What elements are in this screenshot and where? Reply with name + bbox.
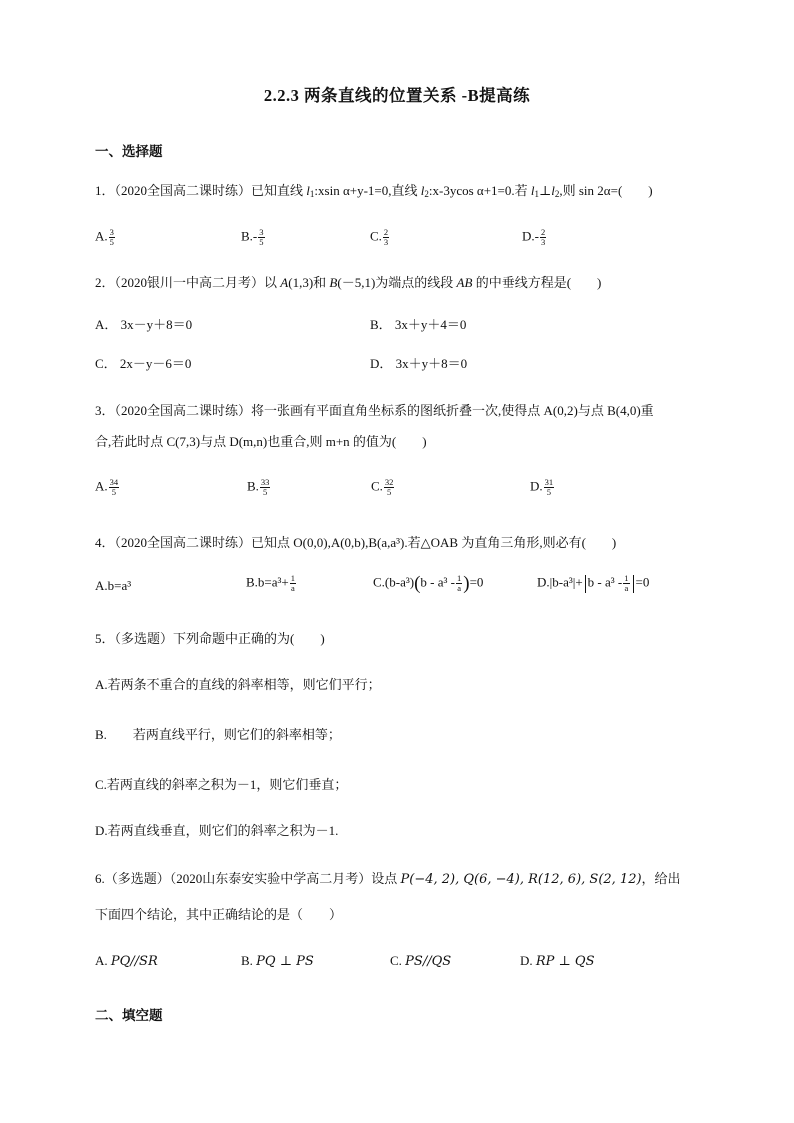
question-3-line-2: 合,若此时点 C(7,3)与点 D(m,n)也重合,则 m+n 的值为( ) xyxy=(95,434,427,449)
q1-option-c[interactable]: C. $\frac{2}{3}$ xyxy=(370,227,389,247)
q5-option-c[interactable]: C.若两直线的斜率之积为－1，则它们垂直； xyxy=(95,777,348,792)
q6-option-a[interactable]: A. PQ//SR xyxy=(95,953,158,969)
question-3-line-1: 3．（2020全国高二课时练）将一张画有平面直角坐标系的图纸折叠一次,使得点 A(0,2)与点 B(4,0)重 xyxy=(95,403,654,418)
question-6-line-2: 下面四个结论，其中正确结论的是（ ） xyxy=(95,907,343,922)
q6-option-d[interactable]: D. RP ⊥ QS xyxy=(520,953,595,969)
q6-option-b[interactable]: B. PQ ⊥ PS xyxy=(241,953,314,969)
q3-option-c[interactable]: C. $\frac{32}{5}$ xyxy=(371,477,394,497)
question-6-line-1: 6.（多选题）（2020山东泰安实验中学高二月考）设点 P(−4, 2), Q(6, −4), R(12, 6), S(2, 12)，给出 xyxy=(95,871,681,887)
q4-option-b[interactable]: B.b=a³+ $\frac{1}{a}$ xyxy=(246,573,296,593)
q4-option-c[interactable]: C.(b-a³)(b - a³ - $\frac{1}{a}$ )=0 xyxy=(373,573,484,594)
section-heading-choice: 一、选择题 xyxy=(95,144,163,159)
q5-option-d[interactable]: D.若两直线垂直，则它们的斜率之积为－1. xyxy=(95,823,339,838)
section-heading-fill-in: 二、填空题 xyxy=(95,1008,163,1023)
q2-option-b[interactable]: B． 3x＋y＋4＝0 xyxy=(370,317,467,332)
q3-option-d[interactable]: D. $\frac{31}{5}$ xyxy=(530,477,554,497)
q1-option-a[interactable]: A. $\frac{3}{5}$ xyxy=(95,227,114,247)
q3-option-a[interactable]: A. $\frac{34}{5}$ xyxy=(95,477,119,497)
q5-option-a[interactable]: A.若两条不重合的直线的斜率相等，则它们平行； xyxy=(95,677,381,692)
q1-option-b[interactable]: B.- $\frac{3}{5}$ xyxy=(241,227,264,247)
page-title: 2.2.3 两条直线的位置关系 -B提高练 xyxy=(263,86,531,105)
q4-option-d[interactable]: D.|b-a³|+ b - a³ - $\frac{1}{a}$ =0 xyxy=(537,573,650,593)
question-2: 2．（2020银川一中高二月考）以 A(1,3)和 B(－5,1)为端点的线段 AB 的中垂线方程是( ) xyxy=(95,275,602,290)
q1-option-d[interactable]: D.- $\frac{2}{3}$ xyxy=(522,227,546,247)
question-1: 1．（2020全国高二课时练）已知直线 $l_1:xsin$ α+y-1=0,直线 $l_2:x-3ycos$ α+1=0.若 $l_1\perp l_2$,则 sin 2α=( ) xyxy=(95,183,653,199)
q3-option-b[interactable]: B. $\frac{33}{5}$ xyxy=(247,477,270,497)
question-5: 5．（多选题）下列命题中正确的为( ) xyxy=(95,631,325,646)
q2-option-c[interactable]: C． 2x－y－6＝0 xyxy=(95,356,192,371)
q4-option-a[interactable]: A.b=a³ xyxy=(95,578,132,593)
q2-option-d[interactable]: D． 3x＋y＋8＝0 xyxy=(370,356,468,371)
q5-option-b[interactable]: B. 若两直线平行，则它们的斜率相等； xyxy=(95,727,341,742)
question-4: 4．（2020全国高二课时练）已知点 O(0,0),A(0,b),B(a,a³).若△OAB 为直角三角形,则必有( ) xyxy=(95,535,617,550)
q2-option-a[interactable]: A． 3x－y＋8＝0 xyxy=(95,317,193,332)
q6-option-c[interactable]: C. PS//QS xyxy=(390,953,452,969)
